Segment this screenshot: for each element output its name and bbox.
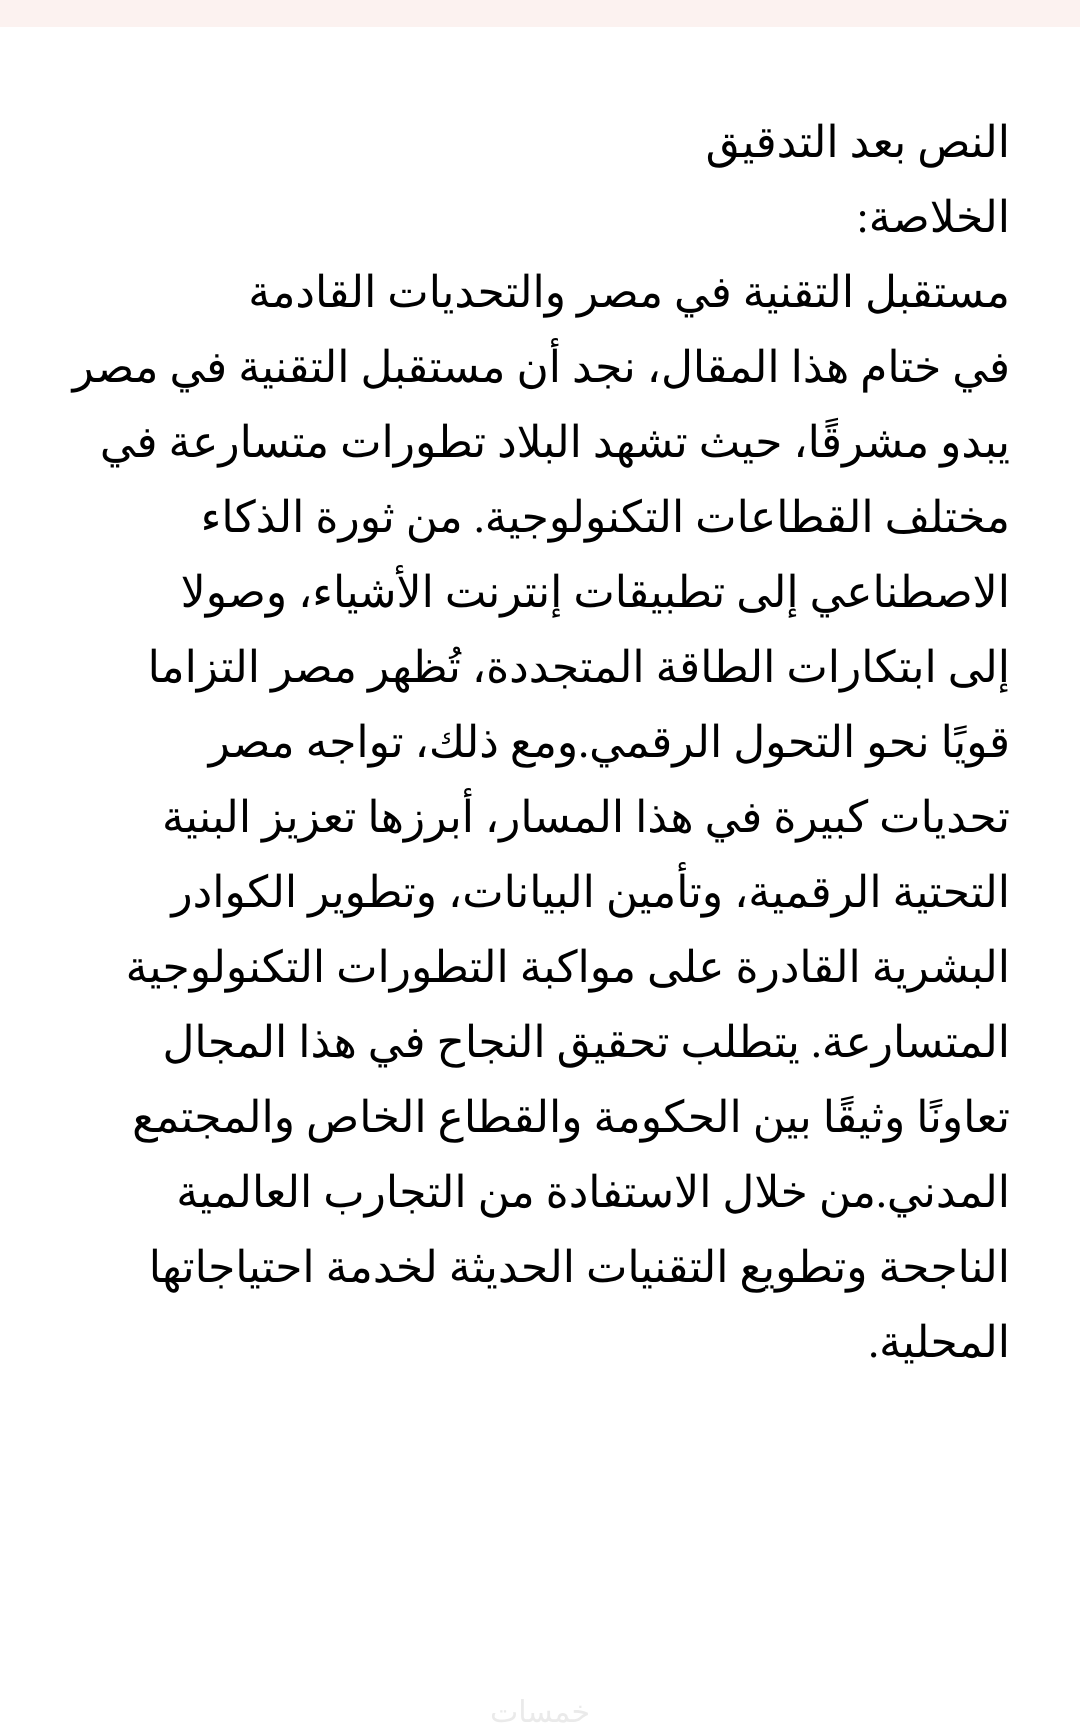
article-text (70, 105, 1010, 1380)
text-line: التحتية الرقمية، وتأمين البيانات، وتطوير الكوادر (171, 868, 1010, 917)
text-line: المحلية. (868, 1318, 1010, 1367)
text-line: تحديات كبيرة في هذا المسار، أبرزها تعزيز البنية (162, 793, 1010, 842)
text-line: إلى ابتكارات الطاقة المتجددة، تُظهر مصر التزاما (147, 643, 1010, 692)
top-bar (0, 0, 1080, 27)
heading-proofread: النص بعد التدقيق (705, 118, 1010, 167)
text-line: البشرية القادرة على مواكبة التطورات التكنولوجية (125, 943, 1010, 992)
text-line: الناجحة وتطويع التقنيات الحديثة لخدمة احتياجاتها (148, 1243, 1010, 1292)
watermark-logo: خمسات (489, 1695, 591, 1730)
text-line: المدني.من خلال الاستفادة من التجارب العالمية (176, 1168, 1010, 1217)
text-line: مختلف القطاعات التكنولوجية. من ثورة الذكاء (200, 493, 1010, 542)
text-line: الاصطناعي إلى تطبيقات إنترنت الأشياء، وصولا (180, 568, 1010, 617)
text-line: قويًا نحو التحول الرقمي.ومع ذلك، تواجه مصر (208, 718, 1010, 767)
text-line: المتسارعة. يتطلب تحقيق النجاح في هذا المجال (162, 1018, 1010, 1067)
text-line: تعاونًا وثيقًا بين الحكومة والقطاع الخاص والمجتمع (132, 1093, 1010, 1142)
heading-summary: الخلاصة: (856, 193, 1010, 242)
text-line: يبدو مشرقًا، حيث تشهد البلاد تطورات متسارعة في (99, 418, 1010, 467)
article-title: مستقبل التقنية في مصر والتحديات القادمة (248, 268, 1010, 317)
text-line: في ختام هذا المقال، نجد أن مستقبل التقنية في مصر (72, 343, 1010, 392)
